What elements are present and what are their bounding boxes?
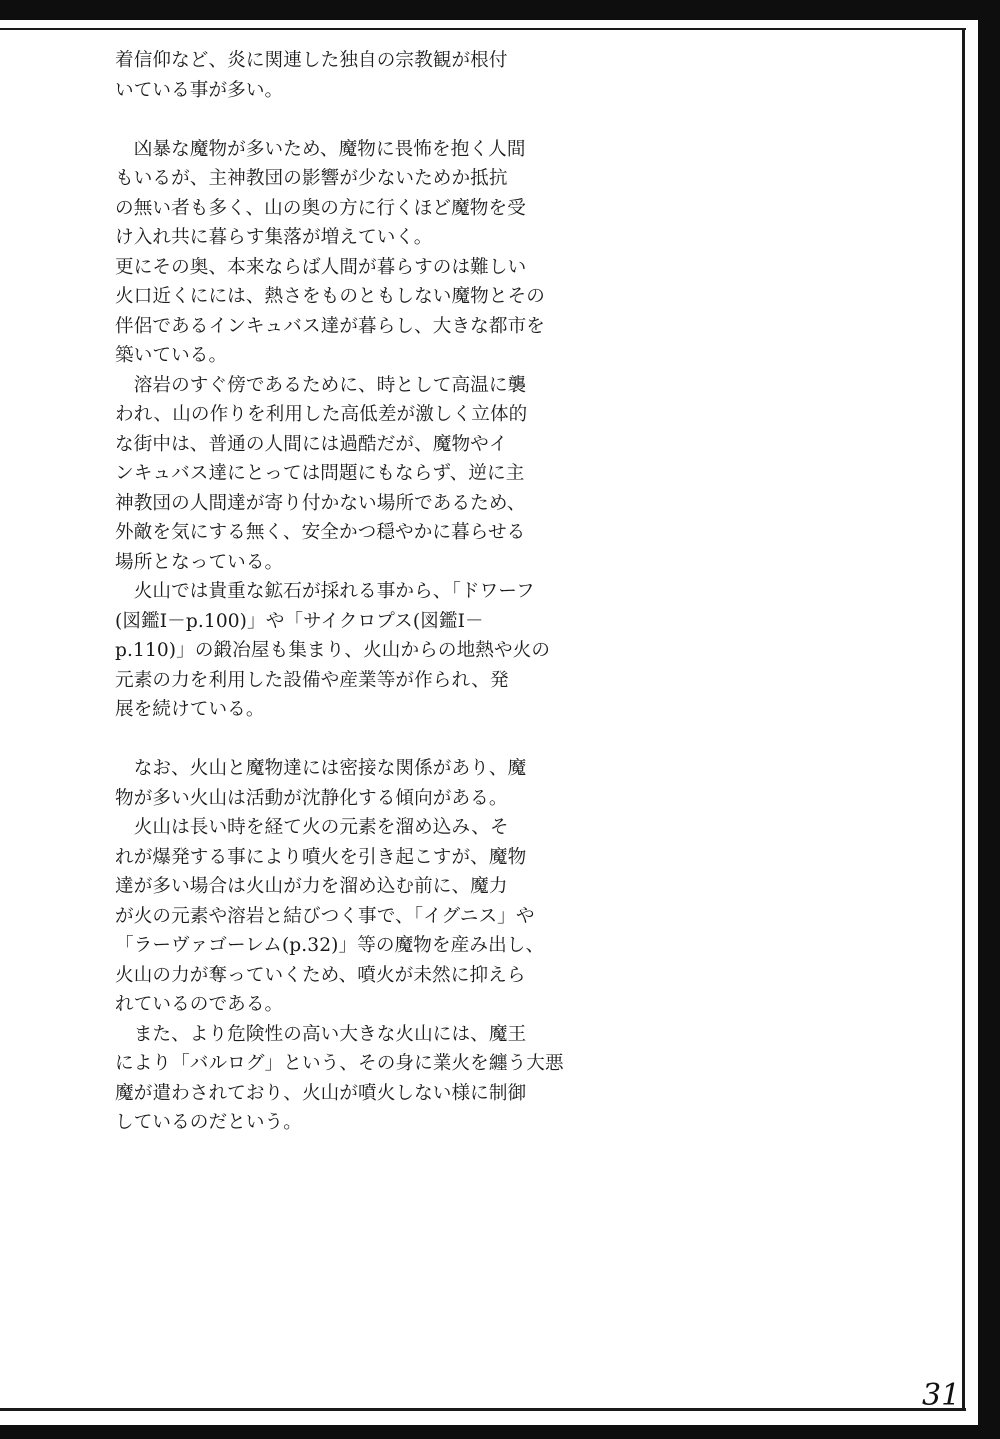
page-border-bottom [0, 1425, 1000, 1439]
frame-rule-top [0, 28, 966, 30]
text-line: 火山は長い時を経て火の元素を溜め込み、そ [115, 817, 509, 838]
paragraph-gap [115, 725, 515, 755]
text-line: 火山では貴重な鉱石が採れる事から、「ドワーフ [115, 581, 535, 602]
text-line: 着信仰など、炎に関連した独自の宗教観が根付 [115, 50, 508, 71]
text-line: いている事が多い。 [115, 79, 284, 101]
text-line: な街中は、普通の人間には過酷だが、魔物やイ [115, 433, 508, 455]
frame-rule-bottom [0, 1408, 966, 1411]
paragraph-gap [115, 105, 515, 135]
text-line: しているのだという。 [115, 1112, 302, 1133]
page-border-right [978, 0, 1000, 1439]
text-line: 元素の力を利用した設備や産業等が作られ、発 [115, 669, 509, 691]
text-line: 更にその奥、本来ならば人間が暮らすのは難しい [115, 256, 527, 278]
text-line: p.110)」の鍛冶屋も集まり、火山からの地熱や火の [115, 640, 551, 661]
text-line: (図鑑Ⅰ－p.100)」や「サイクロプス(図鑑Ⅰ－ [115, 610, 484, 632]
text-line: もいるが、主神教団の影響が少ないためか抵抗 [115, 168, 508, 189]
text-line: 物が多い火山は活動が沈静化する傾向がある。 [115, 787, 508, 809]
text-line: 火口近くにには、熱さをものともしない魔物とその [115, 286, 545, 307]
page-border-top [0, 0, 1000, 20]
body-text [115, 46, 564, 1138]
text-line: 凶暴な魔物が多いため、魔物に畏怖を抱く人間 [115, 138, 526, 160]
text-line: 達が多い場合は火山が力を溜め込む前に、魔力 [115, 876, 508, 897]
text-line: が火の元素や溶岩と結びつく事で、「イグニス」や [115, 905, 535, 927]
text-line: また、より危険性の高い大きな火山には、魔王 [115, 1023, 527, 1045]
text-line: 「ラーヴァゴーレム(p.32)」等の魔物を産み出し、 [115, 935, 545, 956]
text-line: 外敵を気にする無く、安全かつ穏やかに暮らせる [115, 522, 526, 543]
text-line: け入れ共に暮らす集落が増えていく。 [115, 227, 433, 248]
text-line: の無い者も多く、山の奥の方に行くほど魔物を受 [115, 197, 526, 219]
text-line: れているのである。 [115, 994, 284, 1015]
text-line: により「バルログ」という、その身に業火を纏う大悪 [115, 1053, 564, 1074]
text-line: 火山の力が奪っていくため、噴火が未然に抑えら [115, 964, 526, 986]
text-line: 場所となっている。 [115, 551, 284, 573]
text-line: れが爆発する事により噴火を引き起こすが、魔物 [115, 846, 527, 868]
frame-rule-right [962, 30, 965, 1410]
text-line: 神教団の人間達が寄り付かない場所であるため、 [115, 492, 526, 514]
text-line: 魔が遣わされており、火山が噴火しない様に制御 [115, 1082, 527, 1104]
text-line: なお、火山と魔物達には密接な関係があり、魔 [115, 758, 527, 779]
text-line: われ、山の作りを利用した高低差が激しく立体的 [115, 404, 528, 425]
text-line: 築いている。 [115, 345, 228, 366]
text-line: 伴侶であるインキュバス達が暮らし、大きな都市を [115, 315, 545, 337]
text-line: 溶岩のすぐ傍であるために、時として高温に襲 [115, 374, 527, 396]
page-number: 31 [922, 1378, 961, 1413]
text-line: ンキュバス達にとっては問題にもならず、逆に主 [115, 463, 525, 484]
text-line: 展を続けている。 [115, 699, 265, 720]
